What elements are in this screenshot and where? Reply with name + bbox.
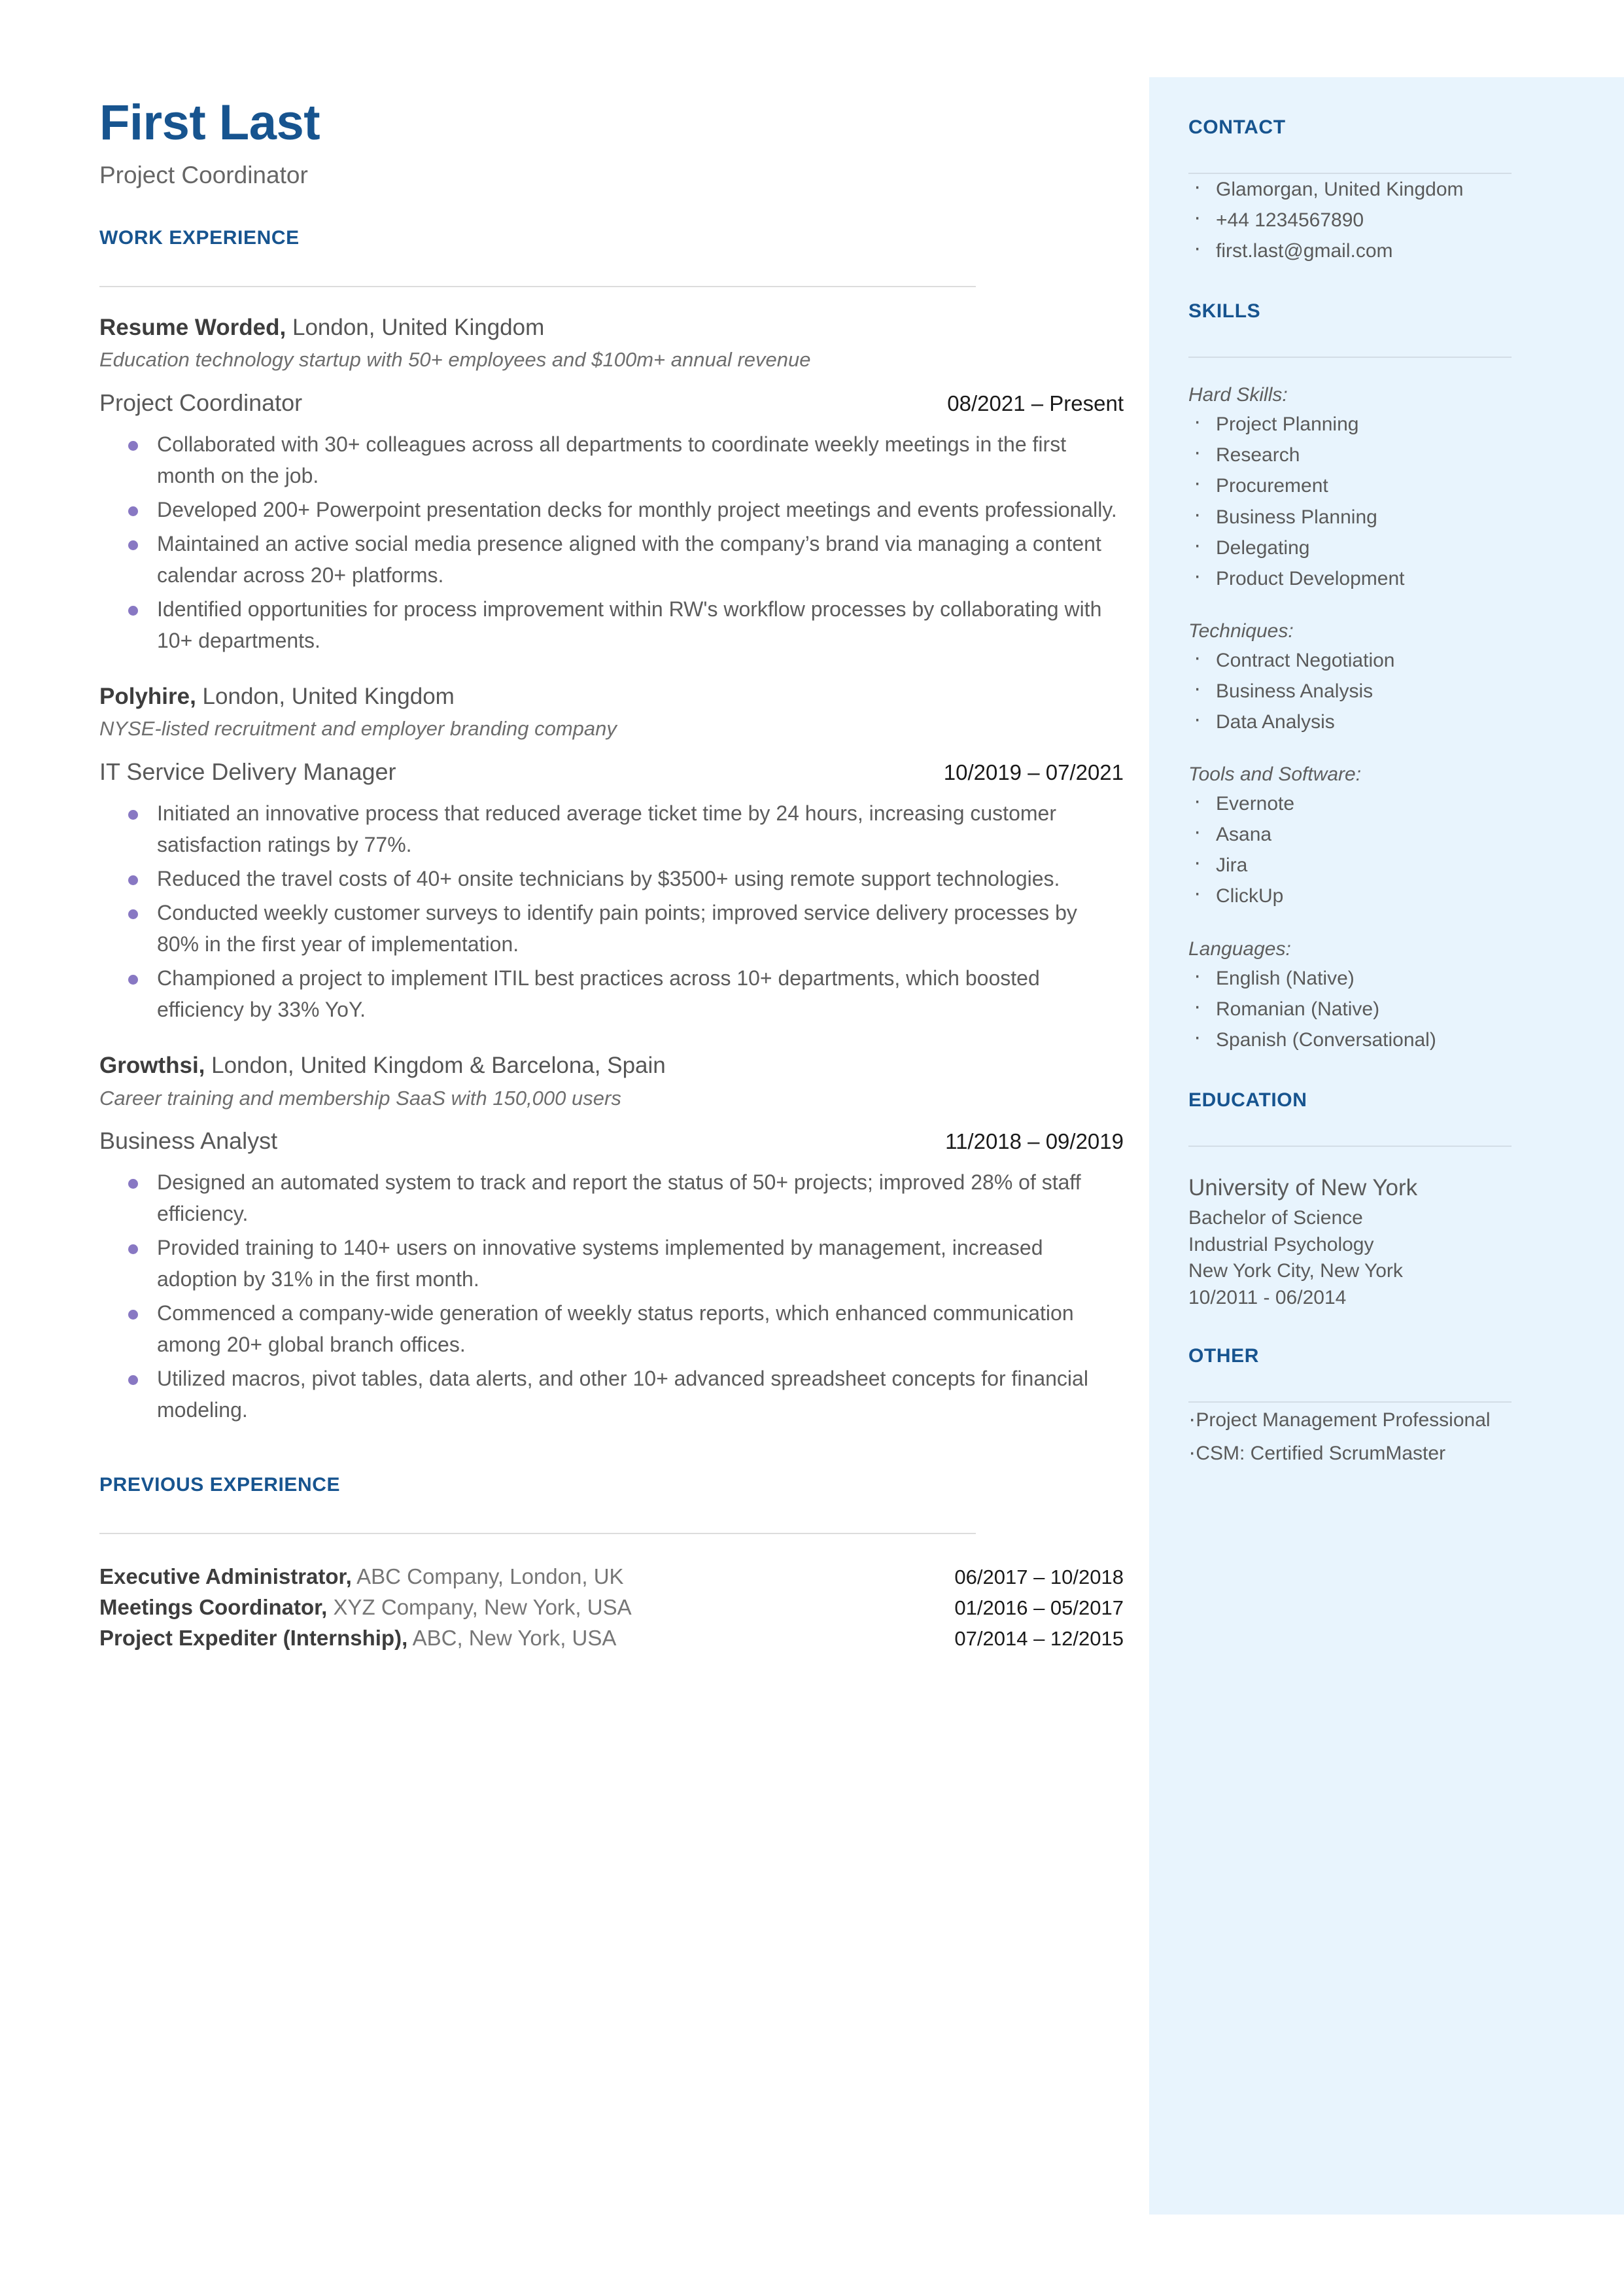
job-company-name: Resume Worded, bbox=[99, 314, 286, 340]
previous-experience-dates: 01/2016 – 05/2017 bbox=[954, 1596, 1124, 1619]
contact-item[interactable]: · first.last@gmail.com bbox=[1188, 236, 1591, 266]
sidebar bbox=[1149, 77, 1624, 2215]
skills-group-label: Languages: bbox=[1188, 937, 1291, 960]
previous-experience-role: Executive Administrator, bbox=[99, 1564, 352, 1588]
job-bullet: Maintained an active social media presence aligned with the company’s brand via managing a content calendar across 20+ platforms. bbox=[99, 528, 1124, 591]
skills-group-label: Techniques: bbox=[1188, 620, 1294, 642]
contact-item[interactable]: · Glamorgan, United Kingdom bbox=[1188, 174, 1591, 205]
job-bullet: Provided training to 140+ users on innovative systems implemented by management, increased adoption by 31% in the first month. bbox=[99, 1232, 1124, 1295]
section-heading-work-experience: WORK EXPERIENCE bbox=[99, 226, 300, 249]
job-title: Project Coordinator bbox=[99, 389, 303, 416]
job-title-row bbox=[99, 389, 1124, 417]
job-bullet: Collaborated with 30+ colleagues across all departments to coordinate weekly meetings in the first month on the job. bbox=[99, 429, 1124, 491]
job-location: London, United Kingdom bbox=[286, 314, 545, 340]
skill-item: · English (Native) bbox=[1188, 963, 1591, 994]
section-heading-previous-experience: PREVIOUS EXPERIENCE bbox=[99, 1473, 341, 1496]
job-company bbox=[99, 682, 1124, 711]
skills-group bbox=[1188, 620, 1591, 737]
education-dates: 10/2011 - 06/2014 bbox=[1188, 1286, 1347, 1308]
job-bullet: Commenced a company-wide generation of weekly status reports, which enhanced communication among 20+ global branch offices. bbox=[99, 1297, 1124, 1360]
education-field: Industrial Psychology bbox=[1188, 1233, 1374, 1255]
previous-experience-role-cell bbox=[99, 1592, 632, 1623]
job-location: London, United Kingdom & Barcelona, Spain bbox=[205, 1052, 666, 1078]
skills-group-list bbox=[1188, 409, 1591, 594]
previous-experience-company: ABC, New York, USA bbox=[407, 1625, 617, 1650]
other-item: · CSM: Certified ScrumMaster bbox=[1188, 1436, 1591, 1469]
education-location: New York City, New York bbox=[1188, 1260, 1403, 1282]
job-title: IT Service Delivery Manager bbox=[99, 758, 396, 785]
previous-experience-row bbox=[99, 1623, 1124, 1654]
skill-item: · ClickUp bbox=[1188, 881, 1591, 911]
work-experience-entry bbox=[99, 1051, 1124, 1426]
skills-group-list bbox=[1188, 645, 1591, 737]
divider-previous-experience bbox=[99, 1533, 976, 1534]
skill-item: · Evernote bbox=[1188, 788, 1591, 819]
skills-group bbox=[1188, 938, 1591, 1055]
skills-group-list bbox=[1188, 963, 1591, 1055]
education-school: University of New York bbox=[1188, 1174, 1418, 1200]
job-title: Business Analyst bbox=[99, 1127, 278, 1154]
divider-work-experience bbox=[99, 286, 976, 287]
contact-list bbox=[1188, 174, 1591, 266]
job-bullet: Championed a project to implement ITIL best practices across 10+ departments, which boosted efficiency by 33% YoY. bbox=[99, 962, 1124, 1025]
skills-group-list bbox=[1188, 788, 1591, 911]
job-bullet: Designed an automated system to track and report the status of 50+ projects; improved 28% of staff efficiency. bbox=[99, 1166, 1124, 1229]
main-column bbox=[99, 95, 1124, 1653]
previous-experience-row bbox=[99, 1562, 1124, 1592]
skills-group-label: Tools and Software: bbox=[1188, 763, 1362, 786]
contact-item[interactable]: · +44 1234567890 bbox=[1188, 205, 1591, 236]
other-item: · Project Management Professional bbox=[1188, 1403, 1591, 1436]
divider-skills bbox=[1188, 357, 1512, 358]
education-degree: Bachelor of Science bbox=[1188, 1207, 1363, 1229]
previous-experience-dates: 07/2014 – 12/2015 bbox=[954, 1626, 1124, 1650]
candidate-name: First Last bbox=[99, 95, 320, 150]
section-heading-education: EDUCATION bbox=[1188, 1089, 1307, 1111]
job-company-description: NYSE-listed recruitment and employer branding company bbox=[99, 717, 617, 741]
skill-item: · Project Planning bbox=[1188, 409, 1591, 440]
work-experience-entry bbox=[99, 682, 1124, 1025]
skill-item: · Research bbox=[1188, 440, 1591, 470]
work-experience-entry bbox=[99, 313, 1124, 656]
job-company bbox=[99, 313, 1124, 342]
skill-item: · Contract Negotiation bbox=[1188, 645, 1591, 676]
skills-group-label: Hard Skills: bbox=[1188, 384, 1288, 406]
previous-experience-company: ABC Company, London, UK bbox=[351, 1564, 624, 1588]
skill-item: · Jira bbox=[1188, 850, 1591, 881]
skill-item: · Business Analysis bbox=[1188, 676, 1591, 707]
job-bullet: Reduced the travel costs of 40+ onsite technicians by $3500+ using remote support technologies. bbox=[99, 863, 1124, 894]
previous-experience-role-cell bbox=[99, 1562, 624, 1592]
candidate-headline: Project Coordinator bbox=[99, 162, 308, 188]
work-experience-list bbox=[99, 313, 1124, 1426]
previous-experience-role: Meetings Coordinator, bbox=[99, 1594, 328, 1619]
previous-experience-list bbox=[99, 1562, 1124, 1654]
section-heading-contact: CONTACT bbox=[1188, 116, 1286, 138]
job-bullet: Conducted weekly customer surveys to identify pain points; improved service delivery processes by 80% in the first year of implementation. bbox=[99, 897, 1124, 960]
job-bullet: Utilized macros, pivot tables, data alerts, and other 10+ advanced spreadsheet concepts for financial modeling. bbox=[99, 1363, 1124, 1426]
section-heading-other: OTHER bbox=[1188, 1345, 1259, 1367]
skill-item: · Business Planning bbox=[1188, 502, 1591, 533]
job-bullet-list bbox=[99, 429, 1124, 656]
job-company-description: Education technology startup with 50+ employees and $100m+ annual revenue bbox=[99, 348, 811, 372]
skill-item: · Data Analysis bbox=[1188, 707, 1591, 737]
other-list bbox=[1188, 1403, 1591, 1469]
previous-experience-role-cell bbox=[99, 1623, 616, 1654]
previous-experience-dates: 06/2017 – 10/2018 bbox=[954, 1565, 1124, 1588]
skills-group bbox=[1188, 763, 1591, 911]
job-dates: 08/2021 – Present bbox=[947, 391, 1124, 415]
job-dates: 11/2018 – 09/2019 bbox=[945, 1129, 1124, 1153]
previous-experience-role: Project Expediter (Internship), bbox=[99, 1625, 408, 1650]
job-company-description: Career training and membership SaaS with 150,000 users bbox=[99, 1086, 621, 1110]
job-company bbox=[99, 1051, 1124, 1080]
skill-item: · Procurement bbox=[1188, 470, 1591, 501]
skills-groups bbox=[1188, 384, 1591, 1055]
skill-item: · Delegating bbox=[1188, 533, 1591, 563]
job-bullet: Developed 200+ Powerpoint presentation decks for monthly project meetings and events professionally. bbox=[99, 494, 1124, 525]
skill-item: · Romanian (Native) bbox=[1188, 994, 1591, 1025]
job-title-row bbox=[99, 758, 1124, 786]
previous-experience-row bbox=[99, 1592, 1124, 1623]
job-dates: 10/2019 – 07/2021 bbox=[943, 760, 1124, 784]
job-bullet: Initiated an innovative process that reduced average ticket time by 24 hours, increasing customer satisfaction ratings by 77%. bbox=[99, 797, 1124, 860]
job-location: London, United Kingdom bbox=[196, 683, 455, 709]
job-bullet: Identified opportunities for process improvement within RW's workflow processes by collaborating with 10+ departments. bbox=[99, 593, 1124, 656]
skill-item: · Asana bbox=[1188, 819, 1591, 850]
section-heading-skills: SKILLS bbox=[1188, 300, 1261, 323]
job-company-name: Polyhire, bbox=[99, 683, 196, 709]
education-entry bbox=[1188, 1173, 1591, 1312]
skills-group bbox=[1188, 384, 1591, 594]
job-company-name: Growthsi, bbox=[99, 1052, 205, 1078]
skill-item: · Spanish (Conversational) bbox=[1188, 1025, 1591, 1055]
skill-item: · Product Development bbox=[1188, 563, 1591, 594]
job-title-row bbox=[99, 1127, 1124, 1155]
job-bullet-list bbox=[99, 797, 1124, 1025]
job-bullet-list bbox=[99, 1166, 1124, 1426]
divider-education bbox=[1188, 1146, 1512, 1147]
previous-experience-company: XYZ Company, New York, USA bbox=[327, 1594, 632, 1619]
